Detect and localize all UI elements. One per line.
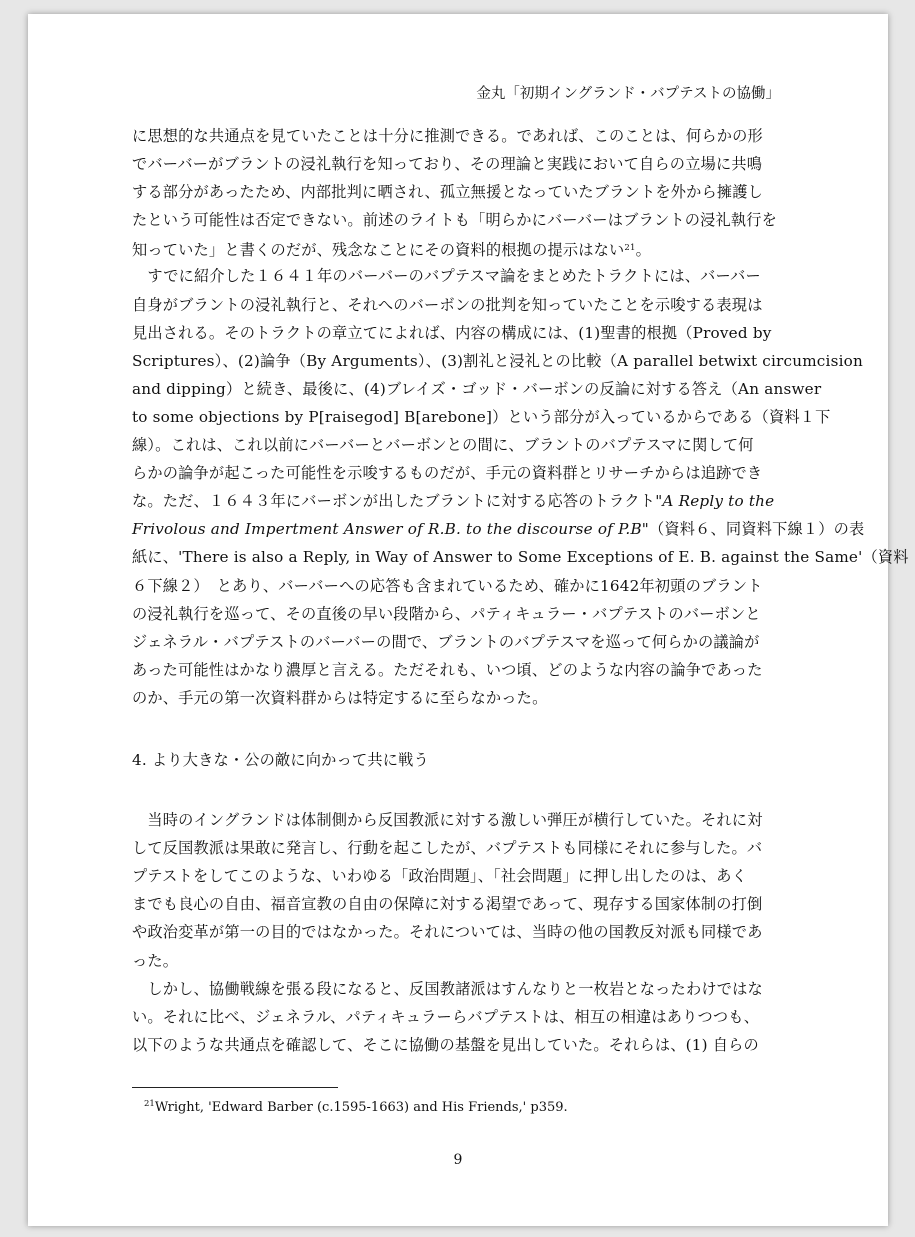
body-line: ６下線２） とあり、バーバーへの応答も含まれているため、確かに1642年初頭のブラント [132,576,763,595]
tract-title: "A Reply to the [655,492,775,511]
body-line: する部分があったため、内部批判に晒され、孤立無援となっていたブラントを外から擁護し [132,183,764,202]
body-line: 紙に、'There is also a Reply, in Way of Answer to Some Exceptions of E. B. against the Same'（資料 [132,548,909,567]
body-line: のか、手元の第一次資料群からは特定するに至らなかった。 [132,688,548,707]
body-line: らかの論争が起こった可能性を示唆するものだが、手元の資料群とリサーチからは追跡でき [132,464,763,483]
tract-title: Frivolous and Impertment Answer of R.B. to the discourse of P.B" [132,520,649,539]
page-number: 9 [453,1152,463,1168]
body-line: 当時のイングランドは体制側から反国教派に対する激しい弾圧が横行していた。それに対 [132,811,763,830]
body-line-text: な。ただ、１６４３年にバーボンが出したブラントに対する応答のトラクト [132,492,656,511]
footnote-text: Wright, 'Edward Barber (c.1595-1663) and His Friends,' p359. [154,1100,568,1115]
document-page [28,14,909,1226]
body-line [132,234,787,262]
body-line [132,515,865,543]
body-text [132,122,909,1059]
section-heading: 4. より大きな・公の敵に向かって共に戦う [132,750,429,769]
body-line: 以下のような共通点を確認して、そこに協働の基盤を見出していた。それらは、(1) 自らの [132,1035,759,1054]
body-line: 線）。これは、これ以前にバーバーとバーボンとの間に、ブラントのバプテスマに関して何 [132,436,754,455]
body-line: しかし、協働戦線を張る段になると、反国教諸派はすんなりと一枚岩となったわけではな [132,979,763,998]
body-line: でバーバーがブラントの浸礼執行を知っており、その理論と実践において自らの立場に共鳴 [132,155,763,174]
body-line: to some objections by P[raisegod] B[arebone]）という部分が入っているからである（資料１下 [132,407,831,426]
body-line: の浸礼執行を巡って、その直後の早い段階から、パティキュラー・バプテストのバーボンと [132,604,761,623]
footnote-reference[interactable]: 21 [624,243,636,254]
body-line: and dipping）と続き、最後に、(4)ブレイズ・ゴッド・バーボンの反論に対する答え（An answer [132,379,822,398]
body-line-text: （資料６、同資料下線１）の表 [649,520,865,539]
body-line: Scriptures）、(2)論争（By Arguments）、(3)割礼と浸礼との比較（A parallel betwixt circumcision [132,351,863,370]
body-line: プテストをしてこのような、いわゆる「政治問題」、「社会問題」に押し出したのは、あく [132,867,748,886]
body-line: い。それに比べ、ジェネラル、パティキュラーらバプテストは、相互の相違はありつつも、 [132,1007,760,1026]
body-line: して反国教派は果敢に発言し、行動を起こしたが、バプテストも同様にそれに参与した。バ [132,839,763,858]
spacer [132,712,787,746]
body-line: 見出される。そのトラクトの章立てによれば、内容の構成には、(1)聖書的根拠（Proved by [132,323,772,342]
body-line-text: 知っていた」と書くのだが、残念なことにその資料的根拠の提示はない [132,241,625,260]
body-line: あった可能性はかなり濃厚と言える。ただそれも、いつ頃、どのような内容の論争であった [132,660,763,679]
body-line [132,487,787,515]
body-line: や政治変革が第一の目的ではなかった。それについては、当時の他の国教反対派も同様であ [132,923,763,942]
body-line: に思想的な共通点を見ていたことは十分に推測できる。であれば、このことは、何らかの形 [132,127,763,145]
body-line-text: 。 [635,241,652,260]
footnote-number: 21 [144,1099,155,1109]
body-line: までも良心の自由、福音宣教の自由の保障に対する渇望であって、現存する国家体制の打倒 [132,895,763,914]
footnote [144,1099,568,1115]
running-header: 金丸「初期イングランド・バプテストの協働」 [476,86,780,102]
body-line: 自身がブラントの浸礼執行と、それへのバーボンの批判を知っていたことを示唆する表現は [132,295,763,314]
body-line: った。 [132,951,179,970]
body-line: すでに紹介した１６４１年のバーバーのバプテスマ論をまとめたトラクトには、バーバー [132,267,761,286]
body-line: たという可能性は否定できない。前述のライトも「明らかにバーバーはブラントの浸礼執行を [132,211,778,230]
footnote-divider [132,1087,338,1088]
body-line: ジェネラル・バプテストのバーバーの間で、ブラントのバプテスマを巡って何らかの議論が [132,632,760,651]
spacer [132,774,787,806]
